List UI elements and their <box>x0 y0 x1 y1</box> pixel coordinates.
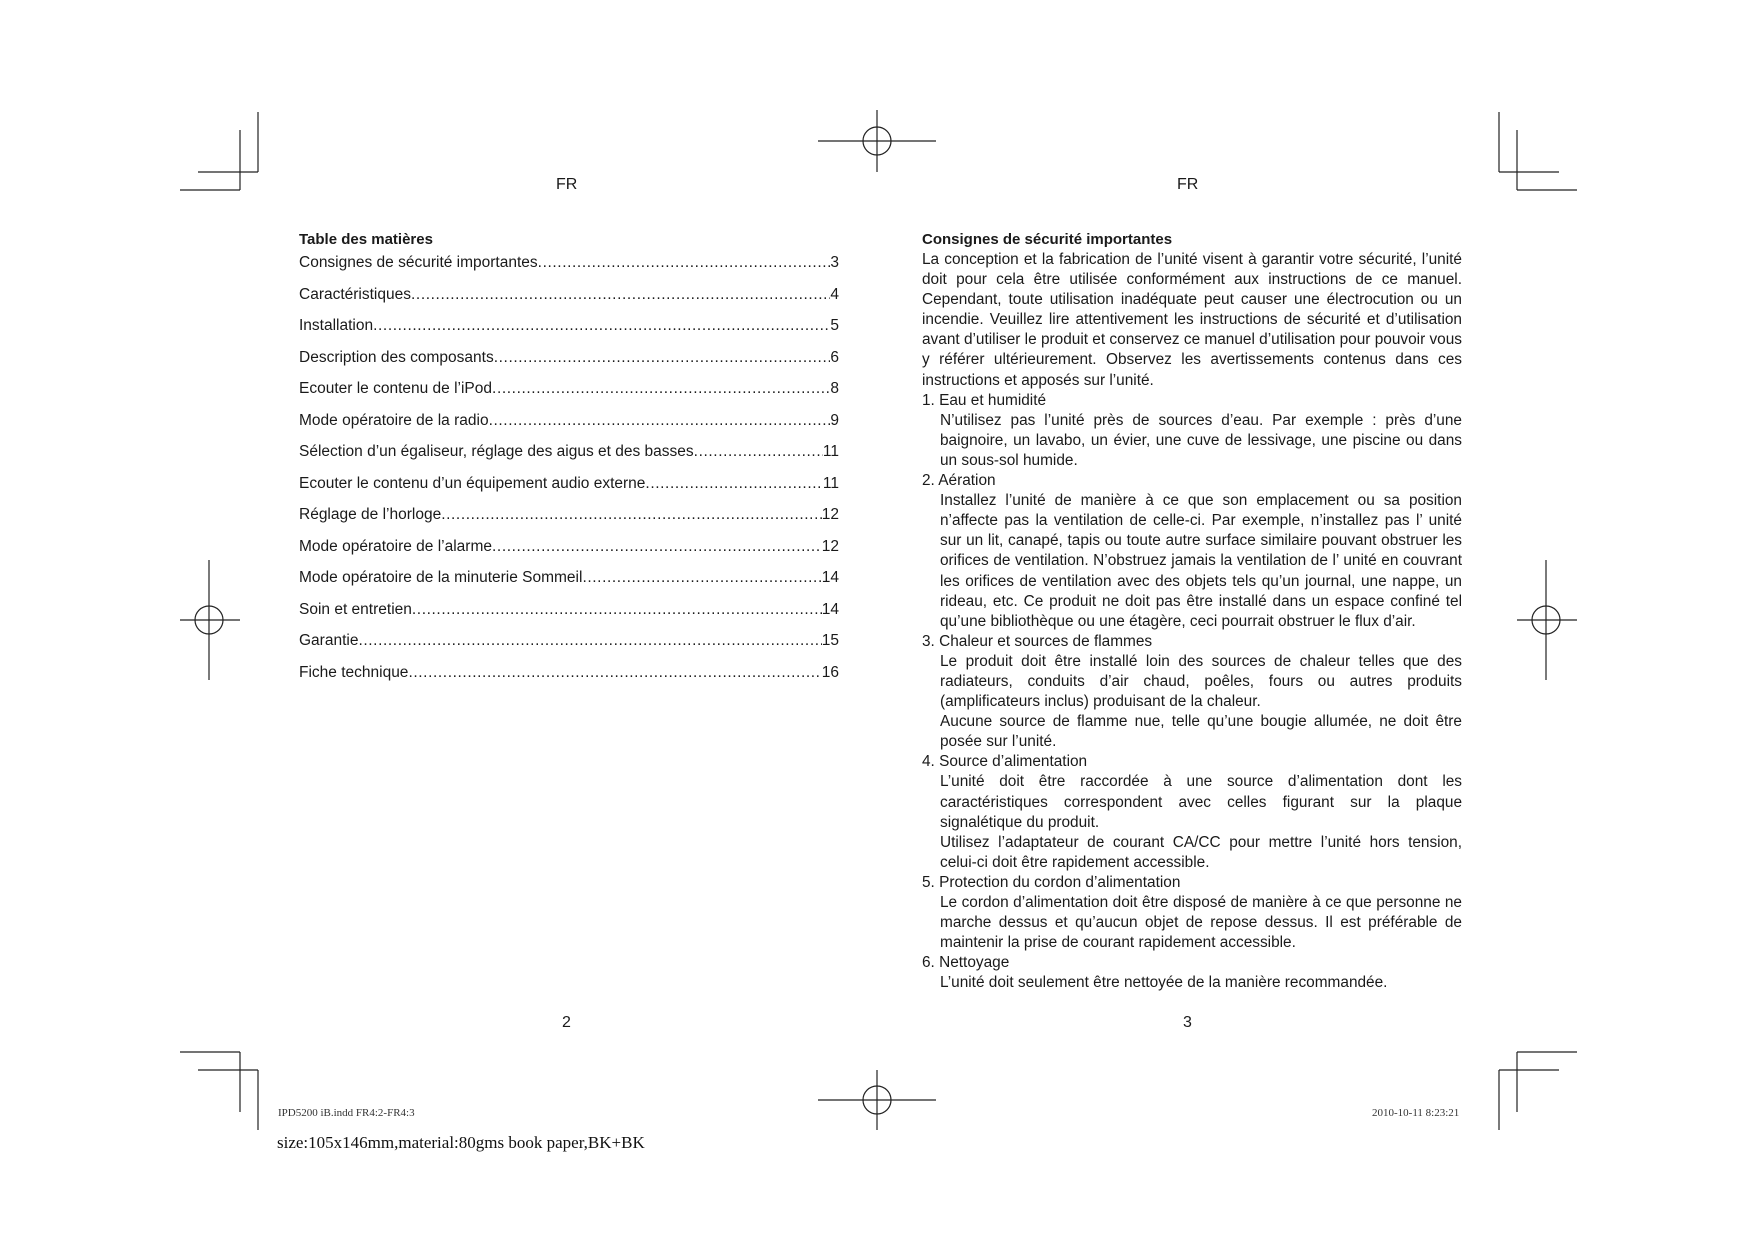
toc-leader-dots <box>494 349 831 367</box>
toc-entry-page: 15 <box>821 632 839 649</box>
toc-entry-label: Garantie <box>299 632 359 649</box>
safety-item-heading: 6. Nettoyage <box>922 954 1010 972</box>
toc-entry <box>299 412 839 444</box>
toc-entry-page: 6 <box>830 348 839 366</box>
toc-entry <box>299 286 839 318</box>
toc-entry <box>299 632 839 664</box>
toc-leader-dots <box>412 601 822 619</box>
toc-leader-dots <box>411 286 830 304</box>
toc-leader-dots <box>492 380 830 398</box>
date-slug: 2010-10-11 8:23:21 <box>1372 1107 1460 1119</box>
safety-item-heading: 4. Source d’alimentation <box>922 753 1088 771</box>
toc-entry-page: 9 <box>830 411 839 429</box>
toc-entry <box>299 569 839 601</box>
toc-leader-dots <box>582 569 821 587</box>
toc-entry-label: Mode opératoire de la minuterie Sommeil <box>299 569 583 586</box>
safety-item-heading: 2. Aération <box>922 472 996 490</box>
safety-section <box>922 250 1462 993</box>
left-page-number: 2 <box>562 1014 571 1031</box>
toc-leader-dots <box>408 664 821 682</box>
safety-item-text: N’utilisez pas l’unité près de sources d’eau. Par exemple : près d’une baignoire, un lavabo, un évier, une cuve de lessivage, une piscine ou dans un sous-sol humide. <box>940 411 1462 469</box>
toc-entry-page: 4 <box>830 285 839 303</box>
toc-entry-label: Sélection d’un égaliseur, réglage des aigus et des basses <box>299 443 694 460</box>
toc-entry-label: Soin et entretien <box>299 600 412 618</box>
safety-item-text: L’unité doit seulement être nettoyée de la manière recommandée. <box>940 974 1388 992</box>
toc-entry <box>299 475 839 507</box>
toc-entry-label: Fiche technique <box>299 663 409 681</box>
toc-entry <box>299 349 839 381</box>
safety-item-heading: 1. Eau et humidité <box>922 391 1047 409</box>
toc-leader-dots <box>492 538 822 556</box>
table-of-contents <box>299 254 839 695</box>
toc-entry-page: 14 <box>821 569 839 586</box>
safety-item-text: Le cordon d’alimentation doit être disposé de manière à ce que personne ne marche dessus et qu’aucun objet de repose dessus. Il est préférable de maintenir la prise de courant rapidement accessible. <box>940 894 1462 952</box>
safety-title: Consignes de sécurité importantes <box>922 231 1173 248</box>
left-page-language: FR <box>556 176 578 193</box>
toc-entry-page: 14 <box>821 600 839 618</box>
toc-entry <box>299 317 839 349</box>
toc-title: Table des matières <box>299 231 433 248</box>
toc-entry-page: 16 <box>821 663 839 681</box>
toc-leader-dots <box>358 632 821 650</box>
toc-entry-page: 11 <box>822 443 839 460</box>
toc-entry-label: Réglage de l’horloge <box>299 506 442 523</box>
safety-item-text: Installez l’unité de manière à ce que son emplacement ou sa position n’affecte pas la ventilation de celle-ci. Par exemple, n’installez pas l’ unité sur un lit, canapé, tapis ou toute autre surface similaire pouvant obstruer les orifices de ventilation. N’obstruez jamais la ventilation de l’ unité en couvrant les orifices de ventilation avec des objets tels qu’un journal, une nappe, un rideau, etc. Ce produit ne doit pas être installé dans un espace confiné tel qu’une bibliothèque ou une étagère, ceci pourrait obstruer le flux d’air. <box>940 492 1462 630</box>
toc-leader-dots <box>645 475 822 493</box>
toc-leader-dots <box>441 506 822 524</box>
toc-entry-page: 11 <box>822 474 839 492</box>
toc-entry <box>299 254 839 286</box>
toc-leader-dots <box>694 443 823 461</box>
safety-item-text: Aucune source de flamme nue, telle qu’une bougie allumée, ne doit être posée sur l’unité. <box>940 713 1462 751</box>
toc-entry-page: 8 <box>830 380 839 397</box>
safety-item-heading: 3. Chaleur et sources de flammes <box>922 632 1153 650</box>
toc-entry-label: Mode opératoire de l’alarme <box>299 537 492 555</box>
toc-entry <box>299 506 839 538</box>
toc-entry <box>299 443 839 475</box>
toc-entry-label: Description des composants <box>299 348 494 366</box>
toc-entry <box>299 538 839 570</box>
toc-entry-label: Ecouter le contenu de l’iPod <box>299 380 493 397</box>
safety-item-text: L’unité doit être raccordée à une source d’alimentation dont les caractéristiques correspondent avec celles figurant sur la plaque signalétique du produit. <box>940 773 1462 831</box>
toc-entry-page: 3 <box>830 254 839 271</box>
safety-item-text: Le produit doit être installé loin des sources de chaleur telles que des radiateurs, conduits d’air chaud, poêles, fours ou autres produits (amplificateurs inclus) produisant de la chaleur. <box>940 652 1462 711</box>
file-slug: IPD5200 iB.indd FR4:2-FR4:3 <box>278 1107 415 1119</box>
toc-entry-label: Mode opératoire de la radio <box>299 411 489 429</box>
toc-entry <box>299 380 839 412</box>
size-note: size:105x146mm,material:80gms book paper,BK+BK <box>277 1133 645 1152</box>
right-page-language: FR <box>1177 176 1199 193</box>
toc-entry-page: 5 <box>830 317 839 334</box>
safety-item-heading: 5. Protection du cordon d’alimentation <box>922 873 1181 891</box>
safety-item-text: Utilisez l’adaptateur de courant CA/CC pour mettre l’unité hors tension, celui-ci doit être rapidement accessible. <box>940 833 1462 871</box>
toc-leader-dots <box>538 254 831 272</box>
toc-entry-label: Installation <box>299 317 374 334</box>
toc-entry <box>299 601 839 633</box>
safety-intro: La conception et la fabrication de l’unité visent à garantir votre sécurité, l’unité doit pour cela être utilisée conformément aux instructions de ce manuel. Cependant, toute utilisation inadéquate peut causer une électrocution ou un incendie. Veuillez lire attentivement les instructions de sécurité et d’utilisation avant d’utiliser le produit et conservez ce manuel d’utilisation pour pouvoir vous y référer ultérieurement. Observez les avertissements contenus dans ces instructions et apposés sur l’unité. <box>922 251 1462 389</box>
toc-entry-page: 12 <box>821 506 839 523</box>
toc-entry <box>299 664 839 696</box>
right-page-number: 3 <box>1183 1014 1192 1031</box>
toc-leader-dots <box>373 317 830 335</box>
toc-leader-dots <box>489 412 831 430</box>
toc-entry-label: Consignes de sécurité importantes <box>299 254 538 271</box>
toc-entry-page: 12 <box>821 537 839 555</box>
toc-entry-label: Caractéristiques <box>299 285 411 303</box>
toc-entry-label: Ecouter le contenu d’un équipement audio externe <box>299 474 646 492</box>
